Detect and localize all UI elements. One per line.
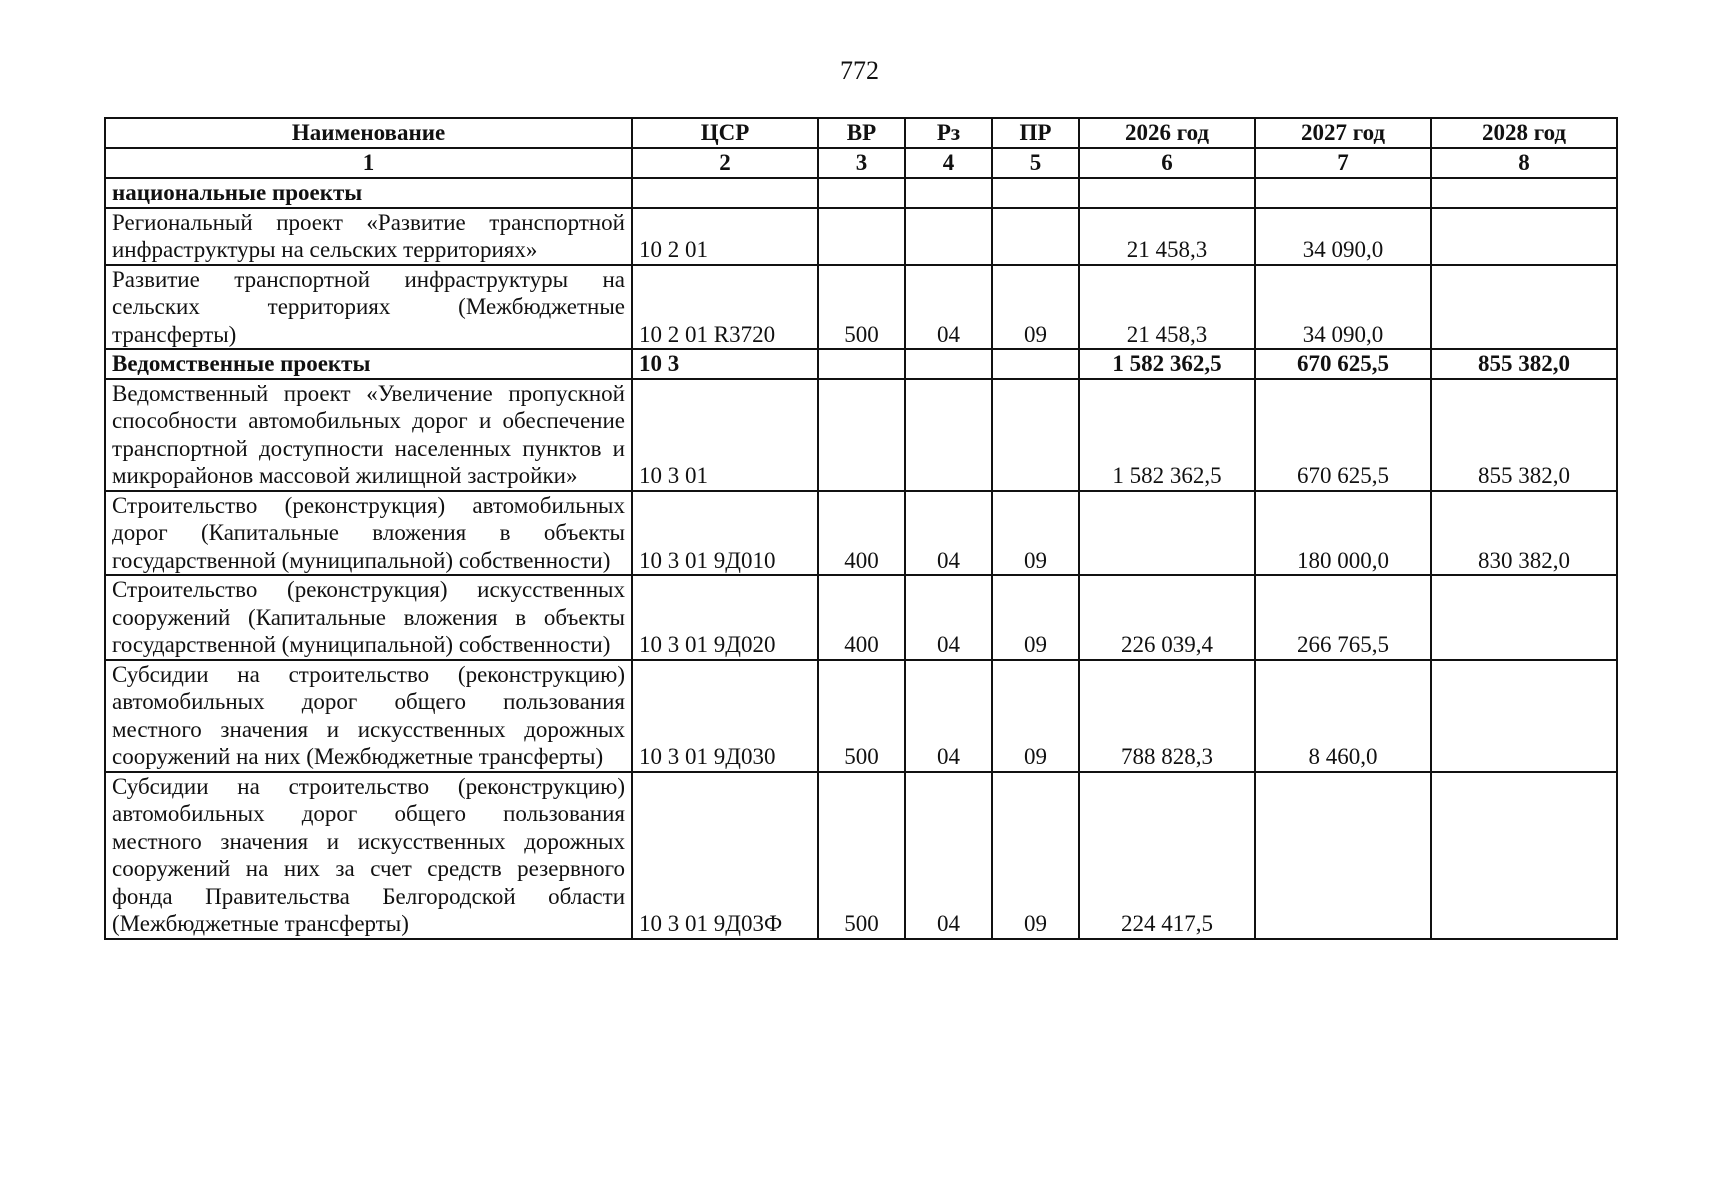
row-2026: 1 582 362,5 [1079, 349, 1255, 379]
row-2026 [1079, 491, 1255, 576]
row-2028: 830 382,0 [1431, 491, 1617, 576]
table-row [105, 178, 1617, 208]
column-number: 5 [992, 148, 1079, 178]
column-number: 2 [632, 148, 818, 178]
table-row [105, 575, 1617, 660]
header-row [105, 118, 1617, 148]
row-2027: 8 460,0 [1255, 660, 1431, 772]
row-csr [632, 178, 818, 208]
page-number: 772 [840, 56, 879, 85]
row-rz [905, 379, 992, 491]
row-vr: 500 [818, 772, 905, 939]
row-rz: 04 [905, 660, 992, 772]
row-pr [992, 349, 1079, 379]
row-csr: 10 3 [632, 349, 818, 379]
row-name: Субсидии на строительство (реконструкцию) автомобильных дорог общего пользования местного значения и искусственных дорожных сооружений на них за счет средств резервного фонда Правительства Белгородской области (Межбюджетные трансферты) [105, 772, 632, 939]
header-rz: Рз [905, 118, 992, 148]
row-pr [992, 379, 1079, 491]
row-2027: 180 000,0 [1255, 491, 1431, 576]
row-2027: 670 625,5 [1255, 349, 1431, 379]
row-2026: 224 417,5 [1079, 772, 1255, 939]
table-row [105, 772, 1617, 939]
row-pr: 09 [992, 772, 1079, 939]
row-vr: 500 [818, 265, 905, 350]
header-vr: ВР [818, 118, 905, 148]
column-number: 1 [105, 148, 632, 178]
row-2026: 1 582 362,5 [1079, 379, 1255, 491]
row-2027 [1255, 772, 1431, 939]
row-pr: 09 [992, 660, 1079, 772]
row-pr: 09 [992, 575, 1079, 660]
row-pr: 09 [992, 491, 1079, 576]
row-pr [992, 178, 1079, 208]
row-vr: 400 [818, 491, 905, 576]
header-csr: ЦСР [632, 118, 818, 148]
row-name: Развитие транспортной инфраструктуры на сельских территориях (Межбюджетные трансферты) [105, 265, 632, 350]
row-rz: 04 [905, 265, 992, 350]
row-vr [818, 379, 905, 491]
column-number: 8 [1431, 148, 1617, 178]
row-rz [905, 178, 992, 208]
row-2027: 34 090,0 [1255, 208, 1431, 265]
table-row [105, 379, 1617, 491]
row-csr: 10 3 01 9Д030 [632, 660, 818, 772]
row-csr: 10 3 01 [632, 379, 818, 491]
row-name: Региональный проект «Развитие транспортной инфраструктуры на сельских территориях» [105, 208, 632, 265]
row-2026: 788 828,3 [1079, 660, 1255, 772]
row-name: Строительство (реконструкция) автомобильных дорог (Капитальные вложения в объекты государственной (муниципальной) собственности) [105, 491, 632, 576]
column-number: 7 [1255, 148, 1431, 178]
row-2028: 855 382,0 [1431, 379, 1617, 491]
row-rz [905, 349, 992, 379]
row-rz: 04 [905, 491, 992, 576]
header-2027: 2027 год [1255, 118, 1431, 148]
row-rz [905, 208, 992, 265]
row-2028 [1431, 575, 1617, 660]
row-pr [992, 208, 1079, 265]
row-rz: 04 [905, 575, 992, 660]
row-2027: 670 625,5 [1255, 379, 1431, 491]
header-pr: ПР [992, 118, 1079, 148]
row-name: Строительство (реконструкция) искусственных сооружений (Капитальные вложения в объекты государственной (муниципальной) собственности) [105, 575, 632, 660]
row-2028 [1431, 178, 1617, 208]
row-csr: 10 3 01 9Д020 [632, 575, 818, 660]
row-vr [818, 178, 905, 208]
row-csr: 10 3 01 9Д010 [632, 491, 818, 576]
row-name: Ведомственные проекты [105, 349, 632, 379]
row-2028 [1431, 772, 1617, 939]
row-name: Субсидии на строительство (реконструкцию) автомобильных дорог общего пользования местного значения и искусственных дорожных сооружений на них (Межбюджетные трансферты) [105, 660, 632, 772]
row-vr [818, 208, 905, 265]
row-2028 [1431, 208, 1617, 265]
column-number: 4 [905, 148, 992, 178]
table-row [105, 208, 1617, 265]
row-pr: 09 [992, 265, 1079, 350]
row-vr [818, 349, 905, 379]
column-number: 3 [818, 148, 905, 178]
table-row [105, 349, 1617, 379]
column-number: 6 [1079, 148, 1255, 178]
row-2027: 34 090,0 [1255, 265, 1431, 350]
row-name: национальные проекты [105, 178, 632, 208]
table-row [105, 660, 1617, 772]
table-row [105, 491, 1617, 576]
row-2028 [1431, 265, 1617, 350]
budget-table [104, 117, 1618, 940]
row-2026 [1079, 178, 1255, 208]
row-rz: 04 [905, 772, 992, 939]
column-number-row [105, 148, 1617, 178]
row-vr: 500 [818, 660, 905, 772]
row-2026: 21 458,3 [1079, 208, 1255, 265]
header-2028: 2028 год [1431, 118, 1617, 148]
row-csr: 10 3 01 9Д03Ф [632, 772, 818, 939]
header-2026: 2026 год [1079, 118, 1255, 148]
table-row [105, 265, 1617, 350]
row-2028: 855 382,0 [1431, 349, 1617, 379]
header-name: Наименование [105, 118, 632, 148]
row-2026: 226 039,4 [1079, 575, 1255, 660]
row-2027 [1255, 178, 1431, 208]
row-vr: 400 [818, 575, 905, 660]
row-name: Ведомственный проект «Увеличение пропускной способности автомобильных дорог и обеспечение транспортной доступности населенных пунктов и микрорайонов массовой жилищной застройки» [105, 379, 632, 491]
row-2028 [1431, 660, 1617, 772]
row-csr: 10 2 01 R3720 [632, 265, 818, 350]
row-csr: 10 2 01 [632, 208, 818, 265]
row-2027: 266 765,5 [1255, 575, 1431, 660]
row-2026: 21 458,3 [1079, 265, 1255, 350]
